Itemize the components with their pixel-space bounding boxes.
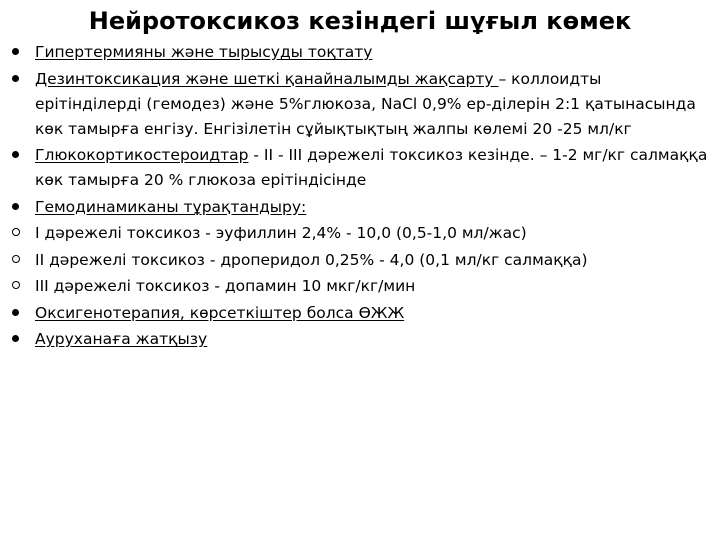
item-text: – коллоидты ерітінділерді (гемодез) және 5%глюкоза, NaCl 0,9% ер-ділерін 2:1 қатынасында көк тамырға енгізу. Енгізілетін сұйықтықтың жалпы көлемі 20 -25 мл/кг bbox=[35, 69, 696, 138]
list-item bbox=[12, 195, 712, 220]
item-text: II дәрежелі токсикоз - дроперидол 0,25% - 4,0 (0,1 мл/кг салмаққа) bbox=[35, 250, 588, 269]
underlined-heading: Ауруханаға жатқызу bbox=[35, 330, 208, 348]
item-text: III дәрежелі токсикоз - допамин 10 мкг/кг/мин bbox=[35, 277, 416, 295]
list-item bbox=[12, 301, 712, 326]
list-item bbox=[12, 143, 712, 193]
slide-title: Нейротоксикоз кезіндегі шұғыл көмек bbox=[88, 7, 632, 35]
bullet-list bbox=[12, 40, 712, 354]
underlined-heading: Гипертермияны және тырысуды тоқтату bbox=[35, 43, 373, 61]
item-text: - II - III дәрежелі токсикоз кезінде. – 1-2 мг/кг салмаққа көк тамырға 20 % глюкоза ерітіндісінде bbox=[35, 146, 708, 189]
list-item bbox=[12, 274, 712, 299]
item-text: I дәрежелі токсикоз - эуфиллин 2,4% - 10,0 (0,5-1,0 мл/жас) bbox=[35, 224, 527, 242]
list-item bbox=[12, 327, 712, 352]
underlined-heading: Дезинтоксикация және шеткі қанайналымды жақсарту bbox=[35, 69, 499, 88]
underlined-heading: Глюкокортикостероидтар bbox=[35, 146, 249, 164]
list-item bbox=[12, 248, 712, 273]
underlined-heading: Гемодинамиканы тұрақтандыру: bbox=[35, 197, 307, 216]
list-item bbox=[12, 67, 712, 142]
underlined-heading: Оксигенотерапия, көрсеткіштер болса ӨЖЖ bbox=[35, 303, 405, 322]
list-item bbox=[12, 40, 712, 65]
list-item bbox=[12, 221, 712, 246]
